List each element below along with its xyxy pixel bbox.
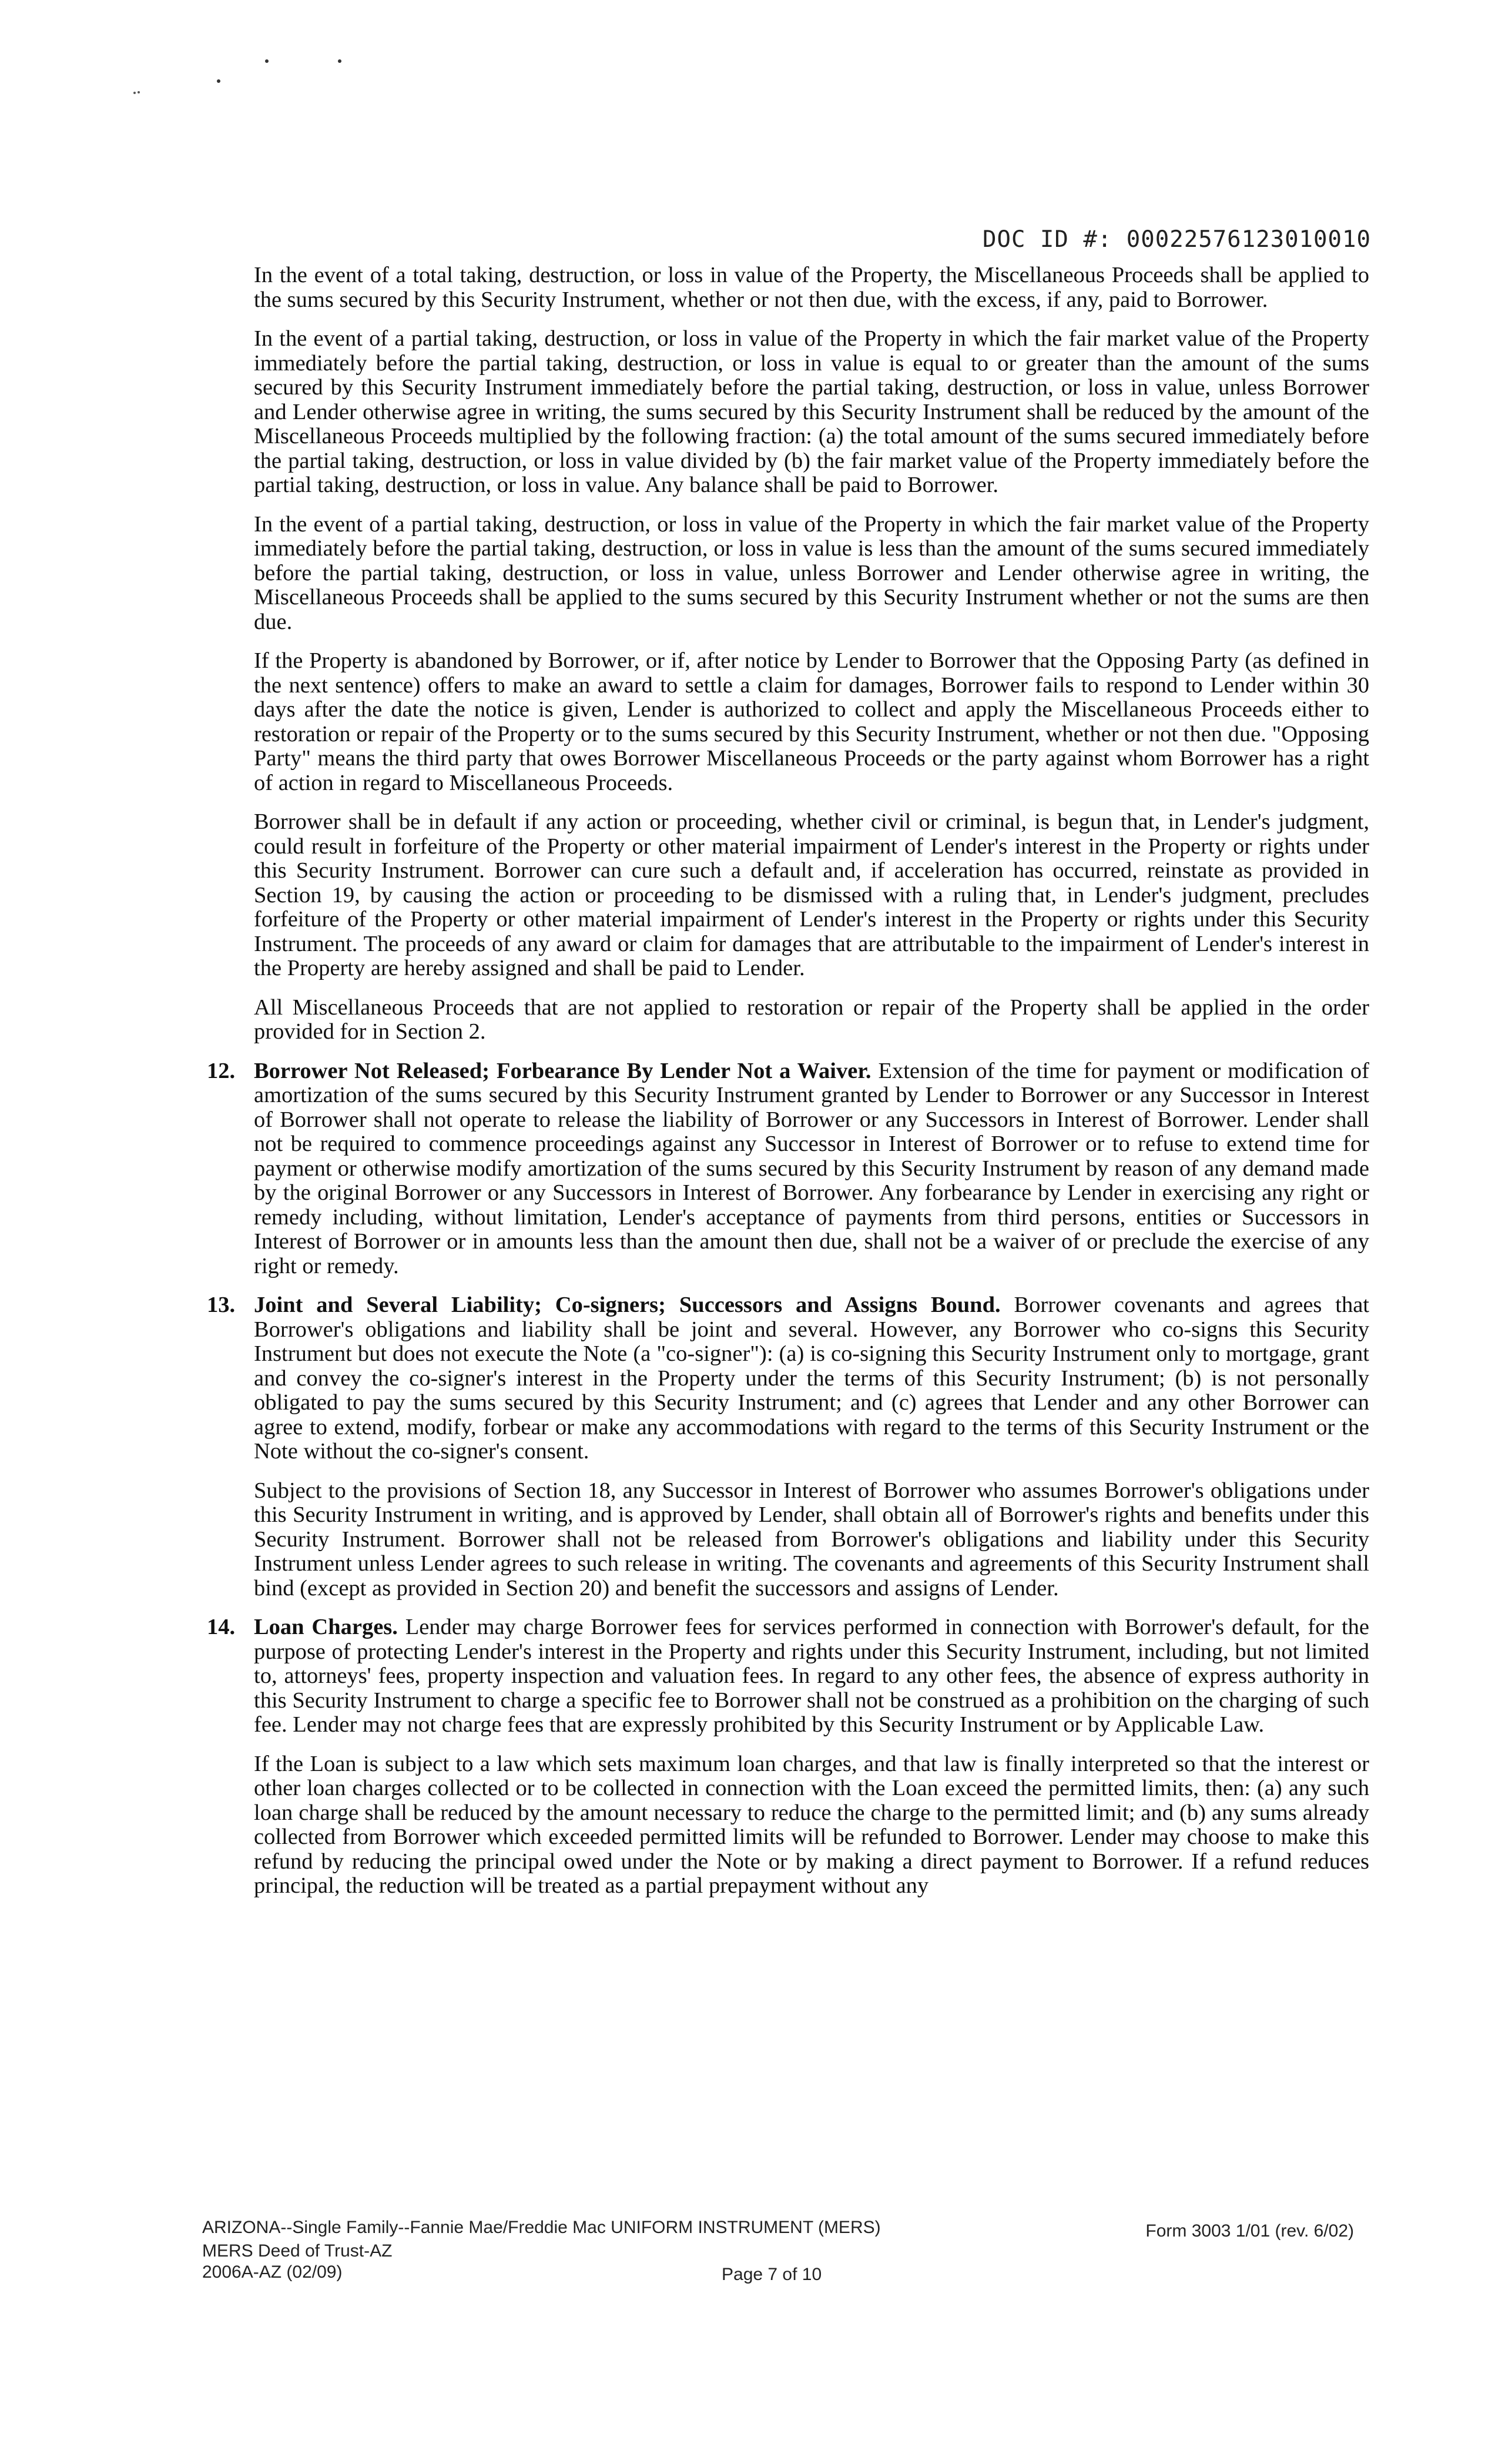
footer-form-number: Form 3003 1/01 (rev. 6/02) <box>1145 2221 1354 2241</box>
footer-form-code: 2006A-AZ (02/09) <box>202 2262 343 2282</box>
section-text: Borrower covenants and agrees that Borrower's obligations and liability shall be joint and several. However, any Borrower who co-signs this Security Instrument but does not execute the Note (a "co-signer"): (a) is co-signing this Security Instrument only to mortgage, grant and convey the co-signer's interest in the Property under the terms of this Security Instrument; (b) is not personally obligated to pay the sums secured by this Security Instrument; and (c) agrees that Lender and any other Borrower can agree to extend, modify, forbear or make any accommodations with regard to the terms of this Security Instrument or the Note without the co-signer's consent. <box>254 1293 1369 1464</box>
paragraph-remaining-proceeds: All Miscellaneous Proceeds that are not applied to restoration or repair of the Property shall be applied in the order provided for in Section 2. <box>254 995 1369 1044</box>
section-13 <box>207 1293 1369 1464</box>
section-number: 14. <box>207 1615 236 1639</box>
paragraph-total-taking: In the event of a total taking, destruction, or loss in value of the Property, the Miscellaneous Proceeds shall be applied to the sums secured by this Security Instrument, whether or not then due, with the excess, if any, paid to Borrower. <box>254 263 1369 312</box>
section-14-paragraph-2: If the Loan is subject to a law which sets maximum loan charges, and that law is finally interpreted so that the interest or other loan charges collected or to be collected in connection with the Loan exceed the permitted limits, then: (a) any such loan charge shall be reduced by the amount necessary to reduce the charge to the permitted limit; and (b) any sums already collected from Borrower which exceeded permitted limits will be refunded to Borrower. Lender may choose to make this refund by reducing the principal owed under the Note or by making a direct payment to Borrower. If a refund reduces principal, the reduction will be treated as a partial prepayment without any <box>254 1751 1369 1898</box>
speck-2 <box>338 59 341 63</box>
paragraph-abandoned-property: If the Property is abandoned by Borrower, or if, after notice by Lender to Borrower that the Opposing Party (as defined in the next sentence) offers to make an award to settle a claim for damages, Borrower fails to respond to Lender within 30 days after the date the notice is given, Lender is authorized to collect and apply the Miscellaneous Proceeds either to restoration or repair of the Property or to the sums secured by this Security Instrument, whether or not then due. "Opposing Party" means the third party that owes Borrower Miscellaneous Proceeds or the party against whom Borrower has a right of action in regard to Miscellaneous Proceeds. <box>254 648 1369 795</box>
section-title: Joint and Several Liability; Co-signers; Successors and Assigns Bound. <box>254 1293 1001 1317</box>
section-text: Extension of the time for payment or modification of amortization of the sums secured by this Security Instrument granted by Lender to Borrower or any Successor in Interest of Borrower shall not operate to release the liability of Borrower or any Successors in Interest of Borrower. Lender shall not be required to commence proceedings against any Successor in Interest of Borrower or to refuse to extend time for payment or otherwise modify amortization of the sums secured by this Security Instrument by reason of any demand made by the original Borrower or any Successors in Interest of Borrower. Any forbearance by Lender in exercising any right or remedy including, without limitation, Lender's acceptance of payments from third persons, entities or Successors in Interest of Borrower or in amounts less than the amount then due, shall not be a waiver of or preclude the exercise of any right or remedy. <box>254 1058 1369 1278</box>
speck-3 <box>217 79 220 83</box>
section-13-paragraph-2: Subject to the provisions of Section 18, any Successor in Interest of Borrower who assumes Borrower's obligations under this Security Instrument in writing, and is approved by Lender, shall obtain all of Borrower's rights and benefits under this Security Instrument. Borrower shall not be released from Borrower's obligations and liability under this Security Instrument unless Lender agrees to such release in writing. The covenants and agreements of this Security Instrument shall bind (except as provided in Section 20) and benefit the successors and assigns of Lender. <box>254 1478 1369 1601</box>
footer-form-name: MERS Deed of Trust-AZ <box>202 2241 393 2261</box>
paragraph-default-proceeding: Borrower shall be in default if any action or proceeding, whether civil or criminal, is begun that, in Lender's judgment, could result in forfeiture of the Property or other material impairment of Lender's interest in the Property or rights under this Security Instrument. Borrower can cure such a default and, if acceleration has occurred, reinstate as provided in Section 19, by causing the action or proceeding to be dismissed with a ruling that, in Lender's judgment, precludes forfeiture of the Property or other material impairment of Lender's interest in the Property or rights under this Security Instrument. The proceeds of any award or claim for damages that are attributable to the impairment of Lender's interest in the Property are hereby assigned and shall be paid to Lender. <box>254 809 1369 980</box>
speck-4 <box>133 92 136 94</box>
page-footer <box>202 2218 1354 2306</box>
section-14 <box>207 1615 1369 1737</box>
scan-specks <box>0 0 411 118</box>
section-number: 13. <box>207 1293 236 1317</box>
paragraph-partial-taking-less: In the event of a partial taking, destruction, or loss in value of the Property in which the fair market value of the Property immediately before the partial taking, destruction, or loss in value is less than the amount of the sums secured immediately before the partial taking, destruction, or loss in value, unless Borrower and Lender otherwise agree in writing, the Miscellaneous Proceeds shall be applied to the sums secured by this Security Instrument whether or not the sums are then due. <box>254 511 1369 634</box>
section-number: 12. <box>207 1058 236 1083</box>
speck-5 <box>138 91 140 93</box>
section-title: Loan Charges. <box>254 1615 398 1639</box>
page-number: Page 7 of 10 <box>722 2265 822 2284</box>
doc-id: DOC ID #: 00022576123010010 <box>983 226 1371 253</box>
footer-form-title: ARIZONA--Single Family--Fannie Mae/Freddie Mac UNIFORM INSTRUMENT (MERS) <box>202 2218 881 2237</box>
section-text: Lender may charge Borrower fees for services performed in connection with Borrower's default, for the purpose of protecting Lender's interest in the Property and rights under this Security Instrument, including, but not limited to, attorneys' fees, property inspection and valuation fees. In regard to any other fees, the absence of express authority in this Security Instrument to charge a specific fee to Borrower shall not be construed as a prohibition on the charging of such fee. Lender may not charge fees that are expressly prohibited by this Security Instrument or by Applicable Law. <box>254 1615 1369 1737</box>
speck-1 <box>265 59 269 63</box>
section-12 <box>207 1058 1369 1279</box>
document-body <box>207 263 1369 1913</box>
paragraph-partial-taking-greater: In the event of a partial taking, destruction, or loss in value of the Property in which the fair market value of the Property immediately before the partial taking, destruction, or loss in value is equal to or greater than the amount of the sums secured by this Security Instrument immediately before the partial taking, destruction, or loss in value, unless Borrower and Lender otherwise agree in writing, the sums secured by this Security Instrument shall be reduced by the amount of the Miscellaneous Proceeds multiplied by the following fraction: (a) the total amount of the sums secured immediately before the partial taking, destruction, or loss in value divided by (b) the fair market value of the Property immediately before the partial taking, destruction, or loss in value. Any balance shall be paid to Borrower. <box>254 326 1369 497</box>
section-title: Borrower Not Released; Forbearance By Lender Not a Waiver. <box>254 1058 871 1083</box>
